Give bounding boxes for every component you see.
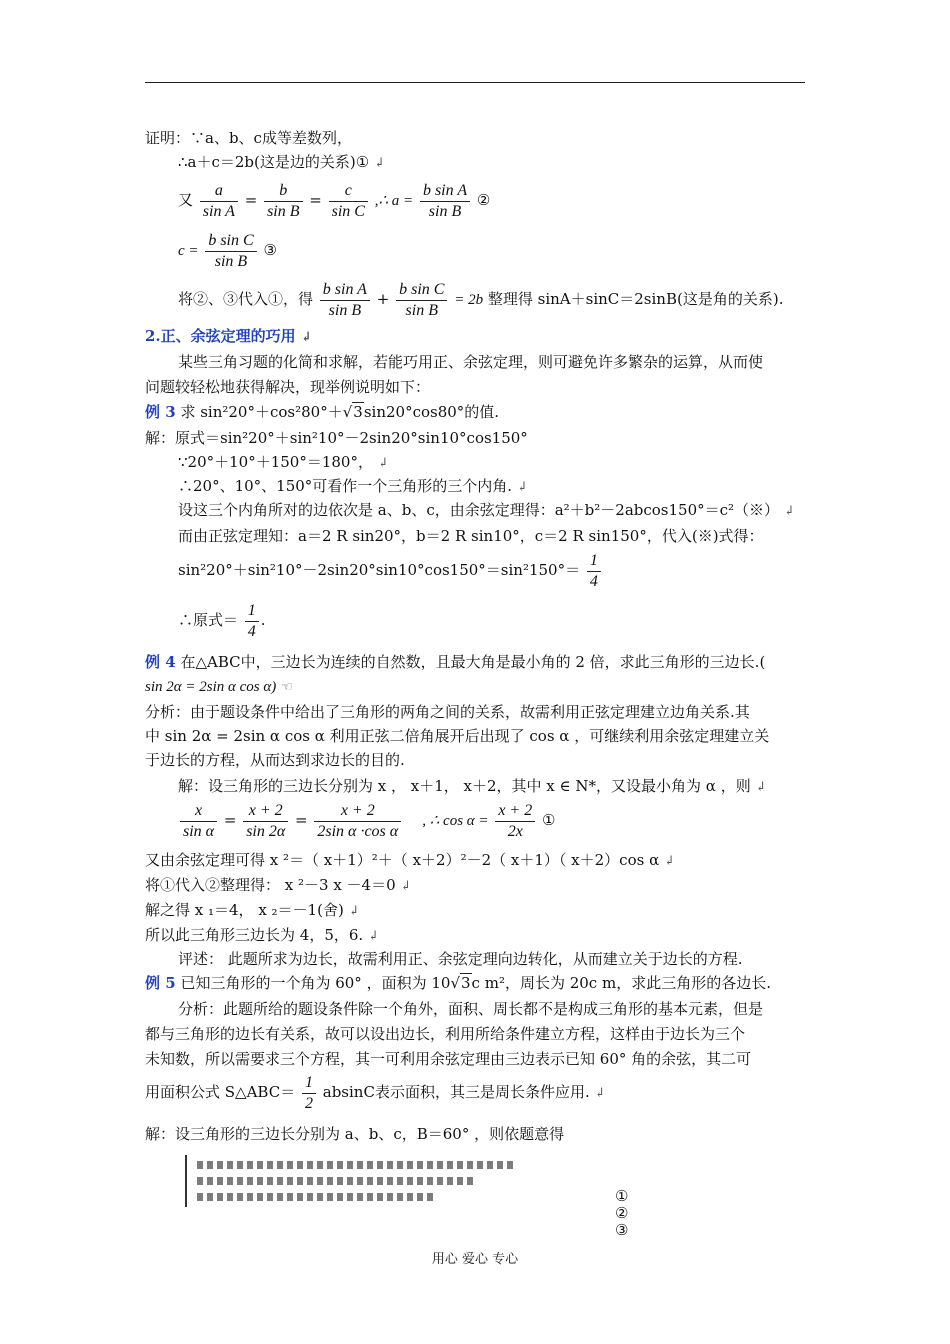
intro-line-1: 某些三角习题的化简和求解，若能巧用正、余弦定理，则可避免许多繁杂的运算，从而使 (178, 353, 764, 371)
fraction: $\frac{x + 2}{\sin 2\alpha}$ (243, 801, 288, 842)
paragraph-mark-icon: ↲ (594, 1086, 606, 1101)
paragraph-mark-icon: ↲ (373, 156, 385, 171)
fraction: $\frac{a}{\text{sin A}}$ (200, 181, 238, 222)
example-4-solution-4: 解之得 x ₁＝4， x ₂＝－1(舍) ↲ (145, 901, 360, 919)
equation-number-1: ① (615, 1187, 629, 1205)
fraction: $\frac{x}{\text{sin α}}$ (180, 801, 217, 842)
intro-line-2: 问题较轻松地获得解决，现举例说明如下： (145, 378, 431, 396)
page-footer: 用心 爱心 专心 (431, 1252, 519, 1267)
example-3-step-2: ∵20°＋10°＋150°＝180°， ↲ (178, 453, 389, 471)
paragraph-mark-icon: ↲ (348, 904, 360, 919)
example-4-solution-2: 又由余弦定理可得 x ²＝（ x＋1）²＋（ x＋2）²－2（ x＋1）（ x＋2）cos α ↲ (145, 851, 675, 869)
example-5-analysis-3: 未知数，所以需要求三个方程，其一可利用余弦定理由三边表示已知 60° 角的余弦，其二可 (145, 1050, 752, 1068)
example-3-step-6: sin²20°＋sin²10°－2sin20°sin10°cos150°＝sin²150°＝ $\frac{1}{4}$ (178, 548, 603, 592)
example-5-analysis-1: 分析：此题所给的题设条件除一个角外，面积、周长都不是构成三角形的基本元素，但是 (178, 1000, 764, 1018)
proof-line-2: ∴a＋c＝2b(这是边的关系)① ↲ (178, 153, 385, 171)
example-4-fractions: $\frac{x}{\text{sin α}}$ = $\frac{x + 2}{\sin 2\alpha}$ = $\frac{x + 2}{\text{2sin α ·cos α}}$ , ∴ cos α = $\frac{x + 2}{2x}$ ① (178, 798, 555, 843)
example-3-result: ∴原式＝ $\frac{1}{4}$ . (178, 601, 266, 640)
example-5-question: 例 5 已知三角形的一个角为 60° ，面积为 10√3c m²，周长为 20c m，求此三角形的各边长. (145, 974, 771, 992)
example-4-analysis-3: 于边长的方程，从而达到求边长的目的. (145, 751, 405, 769)
equation-number-3: ③ (615, 1221, 629, 1239)
example-3-step-4: 设这三个内角所对的边依次是 a、b、c，由余弦定理得：a²＋b²－2abcos150°＝c²（※） ↲ (178, 501, 795, 519)
example-3-step-3: ∴20°、10°、150°可看作一个三角形的三个内角. ↲ (178, 477, 528, 495)
sqrt-icon: √ (450, 974, 460, 992)
paragraph-mark-icon: ↲ (755, 780, 767, 795)
header-rule (145, 82, 805, 83)
fraction: $\frac{1}{2}$ (302, 1073, 316, 1114)
paragraph-mark-icon: ↲ (516, 480, 528, 495)
proof-line-5: 将②、③代入①，得 $\frac{\text{b sin A}}{\text{sin B}}$ + $\frac{\text{b sin C}}{\text{sin B}}$ = 2b 整理得 sinA＋sinC＝2sinB(这是角的关系). (178, 280, 784, 319)
paragraph-mark-icon: ↲ (300, 330, 312, 345)
paragraph-mark-icon: ↲ (783, 504, 795, 519)
example-5-analysis-4: 用面积公式 S△ABC＝ $\frac{1}{2}$ absinC表示面积，其三是周长条件应用. ↲ (145, 1073, 606, 1112)
example-4-solution-1: 解：设三角形的三边长分别为 x ， x＋1， x＋2，其中 x ∈ N*，又设最小角为 α ，则 ↲ (178, 777, 767, 795)
fraction: $\frac{b}{\text{sin B}}$ (264, 181, 302, 222)
example-4-solution-5: 所以此三角形三边长为 4，5，6. ↲ (145, 926, 379, 944)
paragraph-mark-icon: ↲ (400, 879, 412, 894)
example-3-step-5: 而由正弦定理知：a＝2 R sin20°，b＝2 R sin10°，c＝2 R sin150°，代入(※)式得： (178, 527, 764, 545)
example-5-solution-1: 解：设三角形的三边长分别为 a、b、c，B＝60° ，则依题意得 (145, 1125, 565, 1143)
equation-number-2: ② (615, 1204, 629, 1222)
example-3-step-1: 解：原式＝sin²20°＋sin²10°－2sin20°sin10°cos150° (145, 429, 528, 447)
fraction: $\frac{\text{b sin C}}{\text{sin B}}$ (396, 280, 447, 321)
example-4-question-2: sin 2α = 2sin α cos α) ☜ (145, 679, 293, 695)
paragraph-mark-icon: ↲ (663, 854, 675, 869)
fraction: $\frac{x + 2}{\text{2sin α ·cos α}}$ (314, 801, 401, 842)
fraction: $\frac{1}{4}$ (587, 551, 601, 592)
sqrt-icon: √ (342, 403, 353, 421)
proof-line-1: 证明：∵a、b、c成等差数列， (145, 129, 352, 147)
paragraph-mark-icon: ↲ (377, 456, 389, 471)
proof-line-4: c = $\frac{\text{b sin C}}{\text{sin B}}$ ③ (178, 231, 277, 270)
example-4-solution-3: 将①代入②整理得： x ²－3 x －4＝0 ↲ (145, 876, 412, 894)
example-4-comment: 评述： 此题所求为边长，故需利用正、余弦定理向边转化，从而建立关于边长的方程. (178, 950, 743, 968)
proof-line-3: 又 $\frac{a}{\text{sin A}}$ = $\frac{b}{\text{sin B}}$ = $\frac{c}{\text{sin C}}$ ,∴ a = $\frac{\text{b sin A}}{\text{sin B}}$ ② (178, 181, 491, 220)
paragraph-mark-icon: ↲ (367, 929, 379, 944)
fraction: $\frac{c}{\text{sin C}}$ (329, 181, 368, 222)
section-heading: 2.正、余弦定理的巧用 ↲ (145, 327, 312, 345)
example-3-question: 例 3 求 sin²20°＋cos²80°＋√3sin20°cos80°的值. (145, 403, 500, 421)
pointing-hand-icon: ☜ (281, 680, 293, 695)
fraction: $\frac{\text{b sin A}}{\text{sin B}}$ (320, 280, 370, 321)
example-4-analysis-2: 中 sin 2α = 2sin α cos α 利用正弦二倍角展开后出现了 cos α ，可继续利用余弦定理建立关 (145, 727, 770, 745)
fraction: $\frac{x + 2}{2x}$ (495, 801, 535, 842)
example-4-analysis-1: 分析：由于题设条件中给出了三角形的两角之间的关系，故需利用正弦定理建立边角关系.其 (145, 703, 750, 721)
example-4-question: 例 4 在△ABC中，三边长为连续的自然数，且最大角是最小角的 2 倍，求此三角形的三边长.( (145, 653, 766, 671)
example-5-analysis-2: 都与三角形的边长有关系，故可以设出边长，利用所给条件建立方程，这样由于边长为三个 (145, 1025, 746, 1043)
fraction: $\frac{\text{b sin C}}{\text{sin B}}$ (205, 231, 256, 272)
fraction: $\frac{1}{4}$ (245, 601, 259, 642)
fraction: $\frac{\text{b sin A}}{\text{sin B}}$ (420, 181, 470, 222)
equation-system-image (185, 1155, 547, 1207)
